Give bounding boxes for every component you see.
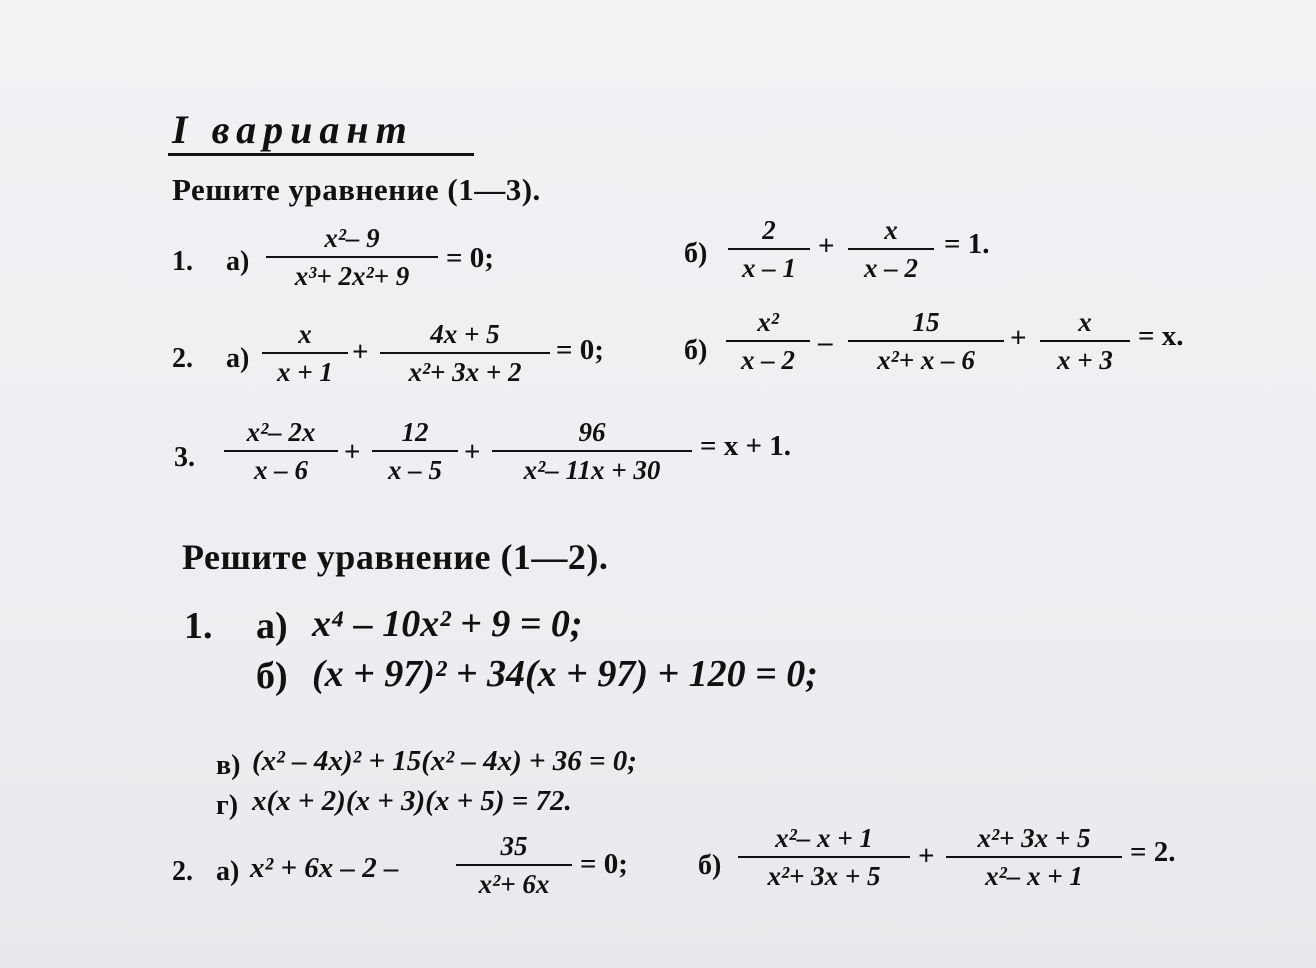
problem-3-rhs: = x + 1. bbox=[700, 430, 792, 462]
set2-problem-2b-label: б) bbox=[698, 850, 722, 881]
fraction-numerator: x²– 2x bbox=[246, 417, 316, 447]
problem-2b-fraction-3 bbox=[1040, 306, 1130, 376]
fraction-denominator: x – 6 bbox=[254, 455, 308, 485]
problem-1b-plus: + bbox=[818, 230, 835, 262]
set2-problem-1g-label: г) bbox=[216, 790, 239, 821]
fraction-denominator: x²– 11x + 30 bbox=[523, 455, 661, 485]
problem-3-plus-2: + bbox=[464, 436, 481, 468]
problem-1a-rhs: = 0; bbox=[446, 242, 494, 274]
fraction-numerator: x bbox=[298, 319, 312, 349]
problem-1b-rhs: = 1. bbox=[944, 228, 990, 260]
fraction-denominator: x²– x + 1 bbox=[985, 861, 1083, 891]
problem-2a-label: а) bbox=[226, 343, 250, 374]
problem-3-fraction-2 bbox=[372, 416, 458, 486]
fraction-denominator: x + 1 bbox=[277, 357, 333, 387]
fraction-denominator: x²+ 6x bbox=[478, 869, 550, 899]
problem-2b-plus: + bbox=[1010, 322, 1027, 354]
instruction-2: Решите уравнение (1—2). bbox=[182, 537, 609, 577]
fraction-bar bbox=[946, 856, 1122, 858]
problem-2-number: 2. bbox=[172, 343, 193, 374]
set2-problem-2b-fraction-1 bbox=[738, 822, 910, 892]
set2-problem-1v-equation: (x² – 4x)² + 15(x² – 4x) + 36 = 0; bbox=[252, 745, 637, 777]
fraction-numerator: x bbox=[1078, 307, 1092, 337]
fraction-bar bbox=[456, 864, 572, 866]
problem-3-fraction-3 bbox=[492, 416, 692, 486]
fraction-denominator: x²+ x – 6 bbox=[877, 345, 975, 375]
set2-problem-2-number: 2. bbox=[172, 856, 193, 887]
fraction-bar bbox=[380, 352, 550, 354]
fraction-numerator: 12 bbox=[401, 417, 429, 447]
problem-2b-rhs: = x. bbox=[1138, 320, 1184, 352]
problem-2b-fraction-2 bbox=[848, 306, 1004, 376]
set2-problem-2b-rhs: = 2. bbox=[1130, 836, 1176, 868]
fraction-denominator: x – 2 bbox=[741, 345, 795, 375]
fraction-bar bbox=[848, 248, 934, 250]
fraction-bar bbox=[224, 450, 338, 452]
problem-2a-fraction-2 bbox=[380, 318, 550, 388]
fraction-numerator: 96 bbox=[578, 417, 606, 447]
problem-2b-fraction-1 bbox=[726, 306, 810, 376]
problem-2b-minus: – bbox=[818, 326, 833, 358]
fraction-numerator: x²+ 3x + 5 bbox=[977, 823, 1091, 853]
fraction-bar bbox=[262, 352, 348, 354]
set2-problem-1-number: 1. bbox=[184, 605, 213, 647]
fraction-numerator: 4x + 5 bbox=[430, 319, 500, 349]
problem-1b-label: б) bbox=[684, 238, 708, 269]
problem-1-number: 1. bbox=[172, 246, 193, 277]
fraction-denominator: x – 2 bbox=[864, 253, 918, 283]
fraction-numerator: 2 bbox=[762, 215, 776, 245]
fraction-denominator: x²+ 3x + 2 bbox=[408, 357, 522, 387]
fraction-numerator: 15 bbox=[912, 307, 940, 337]
fraction-numerator: 35 bbox=[500, 831, 528, 861]
fraction-bar bbox=[492, 450, 692, 452]
fraction-bar bbox=[738, 856, 910, 858]
problem-2a-rhs: = 0; bbox=[556, 334, 604, 366]
title-underline bbox=[168, 153, 474, 156]
set2-problem-1a-equation: x⁴ – 10x² + 9 = 0; bbox=[312, 603, 583, 645]
fraction-bar bbox=[372, 450, 458, 452]
fraction-denominator: x – 1 bbox=[742, 253, 796, 283]
fraction-denominator: x²+ 3x + 5 bbox=[767, 861, 881, 891]
problem-2a-plus: + bbox=[352, 336, 369, 368]
fraction-bar bbox=[728, 248, 810, 250]
variant-title: I вариант bbox=[172, 107, 414, 152]
problem-3-number: 3. bbox=[174, 442, 195, 473]
fraction-numerator: x²– x + 1 bbox=[775, 823, 873, 853]
set2-problem-2a-rhs: = 0; bbox=[580, 848, 628, 880]
fraction-denominator: x – 5 bbox=[388, 455, 442, 485]
problem-1b-fraction-1 bbox=[728, 214, 810, 284]
set2-problem-2a-lhs: x² + 6x – 2 – bbox=[250, 852, 399, 884]
problem-2a-fraction-1 bbox=[262, 318, 348, 388]
problem-2b-label: б) bbox=[684, 335, 708, 366]
set2-problem-1v-label: в) bbox=[216, 750, 241, 781]
set2-problem-2b-plus: + bbox=[918, 840, 935, 872]
set2-problem-1b-equation: (x + 97)² + 34(x + 97) + 120 = 0; bbox=[312, 653, 818, 695]
problem-3-fraction-1 bbox=[224, 416, 338, 486]
set2-problem-1a-label: а) bbox=[256, 605, 288, 647]
fraction-numerator: x² bbox=[757, 307, 779, 337]
instruction-1: Решите уравнение (1—3). bbox=[172, 172, 541, 207]
fraction-denominator: x + 3 bbox=[1057, 345, 1113, 375]
problem-1a-fraction bbox=[266, 222, 438, 292]
problem-1b-fraction-2 bbox=[848, 214, 934, 284]
set2-problem-2a-fraction bbox=[456, 830, 572, 900]
set2-problem-2b-fraction-2 bbox=[946, 822, 1122, 892]
fraction-bar bbox=[1040, 340, 1130, 342]
set2-problem-1g-equation: x(x + 2)(x + 3)(x + 5) = 72. bbox=[252, 785, 572, 817]
fraction-bar bbox=[266, 256, 438, 258]
fraction-numerator: x²– 9 bbox=[324, 223, 380, 253]
fraction-numerator: x bbox=[884, 215, 898, 245]
fraction-bar bbox=[726, 340, 810, 342]
set2-problem-2a-label: а) bbox=[216, 856, 240, 887]
set2-problem-1b-label: б) bbox=[256, 655, 288, 697]
fraction-bar bbox=[848, 340, 1004, 342]
problem-3-plus-1: + bbox=[344, 436, 361, 468]
problem-1a-label: а) bbox=[226, 246, 250, 277]
fraction-denominator: x³+ 2x²+ 9 bbox=[294, 261, 410, 291]
